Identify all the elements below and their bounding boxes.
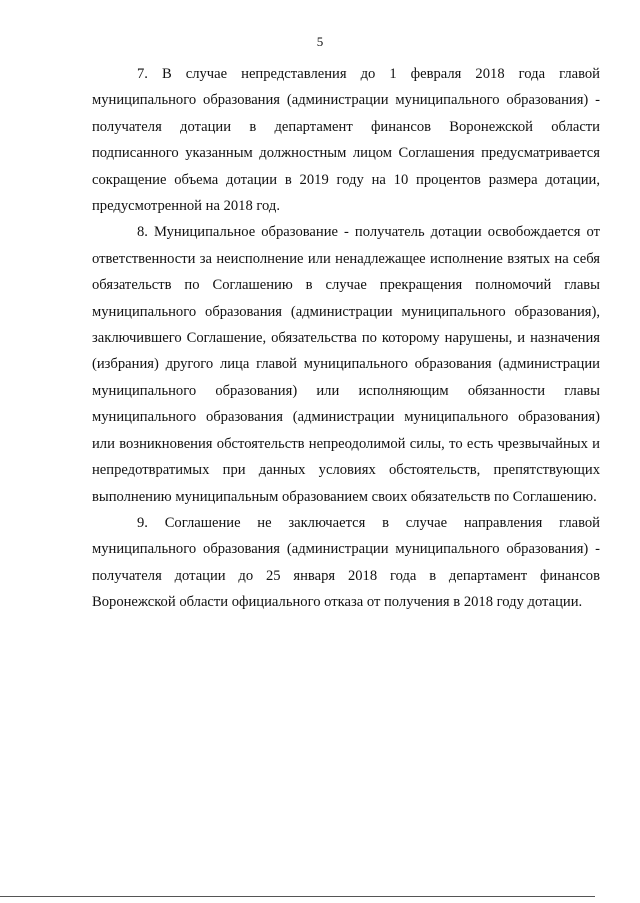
document-body [92, 61, 600, 616]
paragraph-8: 8. Муниципальное образование - получатель дотации освобождается от ответственности за неисполнение или ненадлежащее исполнение взятых на себя обязательств по Соглашению в случае прекращения полномочий главы муниципального образования (администрации муниципального образования), заключившего Соглашение, обязательства по которому нарушены, и назначения (избрания) другого лица главой муниципального образования (администрации муниципального образования) или исполняющим обязанности главы муниципального образования (администрации муниципального образования) или возникновения обстоятельств непреодолимой силы, то есть чрезвычайных и непредотвратимых при данных условиях обстоятельств, препятствующих выполнению муниципальным образованием своих обязательств по Соглашению. [92, 224, 600, 505]
paragraph-9: 9. Соглашение не заключается в случае направления главой муниципального образования (администрации муниципального образования) - получателя дотации до 25 января 2018 года в департамент финансов Воронежской области официального отказа от получения в 2018 году дотации. [92, 514, 600, 611]
bottom-divider [0, 896, 595, 897]
page-number: 5 [316, 34, 324, 49]
paragraph-7: 7. В случае непредставления до 1 февраля 2018 года главой муниципального образования (администрации муниципального образования) - получателя дотации в департамент финансов Воронежской области подписанного указанным должностным лицом Соглашения предусматривается сокращение объема дотации в 2019 году на 10 процентов размера дотации, предусмотренной на 2018 год. [92, 66, 600, 215]
